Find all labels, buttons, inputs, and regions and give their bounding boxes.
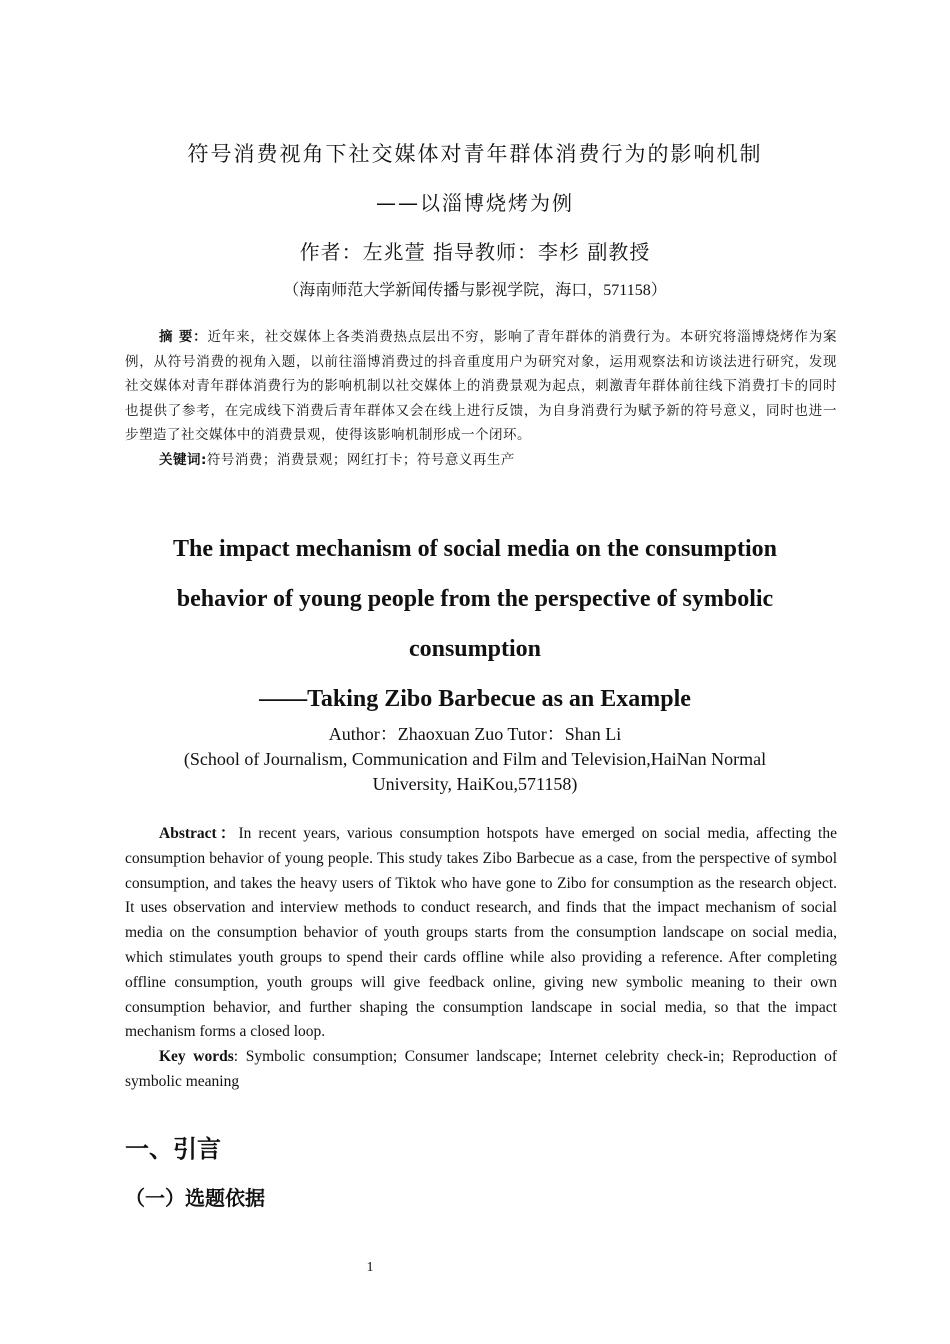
english-author-line: Author：Zhaoxuan Zuo Tutor：Shan Li (328, 724, 622, 744)
chinese-keywords-text: 符号消费；消费景观；网红打卡；符号意义再生产 (206, 451, 515, 468)
english-title-line-2: behavior of young people from the perspective of symbolic (176, 586, 774, 612)
english-abstract-text: In recent years, various consumption hotspots have emerged on social media, affecting the consumption behavior of young people. This study takes Zibo Barbecue as a case, from the perspective of symbol consumption, and takes the heavy users of Tiktok who have gone to Zibo for consumption as the research object. It uses observation and interview methods to conduct research, and finds that the impact mechanism of social media on the consumption behavior of youth groups starts from the consumption landscape on social media, which stimulates youth groups to spend their cards offline while also providing a reference. After completing offline consumption, youth groups will give feedback online, giving new symbolic meaning to their own consumption behavior, and further shaping the consumption landscape in social media, so that the impact mechanism forms a closed loop. (125, 825, 837, 1041)
english-title-line-1: The impact mechanism of social media on the consumption (172, 536, 777, 562)
english-title (0, 524, 950, 724)
english-affiliation-line-1: (School of Journalism, Communication and Film and Television,HaiNan Normal (183, 749, 767, 769)
chinese-abstract-label: 摘 要： (159, 329, 208, 345)
chinese-abstract-text: 近年来，社交媒体上各类消费热点层出不穷，影响了青年群体的消费行为。本研究将淄博烧烤作为案例，从符号消费的视角入题，以前往淄博消费过的抖音重度用户为研究对象，运用观察法和访谈法进行研究，发现社交媒体对青年群体消费行为的影响机制以社交媒体上的消费景观为起点，刺激青年群体前往线下消费打卡的同时也提供了参考，在完成线下消费后青年群体又会在线上进行反馈，为自身消费行为赋予新的符号意义，同时也进一步塑造了社交媒体中的消费景观，使得该影响机制形成一个闭环。 (125, 329, 838, 444)
english-subtitle: ——Taking Zibo Barbecue as an Example (259, 686, 691, 712)
chinese-subtitle: ——以淄博烧烤为例 (376, 191, 574, 215)
english-abstract-label: Abstract： (159, 825, 239, 842)
page-number: 1 (366, 1260, 374, 1275)
english-affiliation-line-2: University, HaiKou,571158) (372, 774, 578, 794)
english-abstract (125, 822, 837, 1095)
english-author-block (0, 722, 950, 797)
english-title-line-3: consumption (408, 636, 542, 662)
section-heading-introduction: 一、引言 (125, 1135, 221, 1163)
chinese-author-line: 作者：左兆萱 指导教师：李杉 副教授 (299, 240, 651, 264)
chinese-title: 符号消费视角下社交媒体对青年群体消费行为的影响机制 (187, 142, 763, 166)
english-keywords-text: : Symbolic consumption; Consumer landscape; Internet celebrity check-in; Reproduction of symbolic meaning (125, 1048, 837, 1090)
chinese-keywords-label: 关键词: (159, 451, 207, 468)
chinese-abstract (125, 325, 837, 473)
subsection-heading-basis: （一）选题依据 (125, 1186, 265, 1210)
english-keywords-label: Key words (159, 1048, 234, 1066)
chinese-affiliation: （海南师范大学新闻传播与影视学院，海口，571158） (283, 282, 667, 299)
